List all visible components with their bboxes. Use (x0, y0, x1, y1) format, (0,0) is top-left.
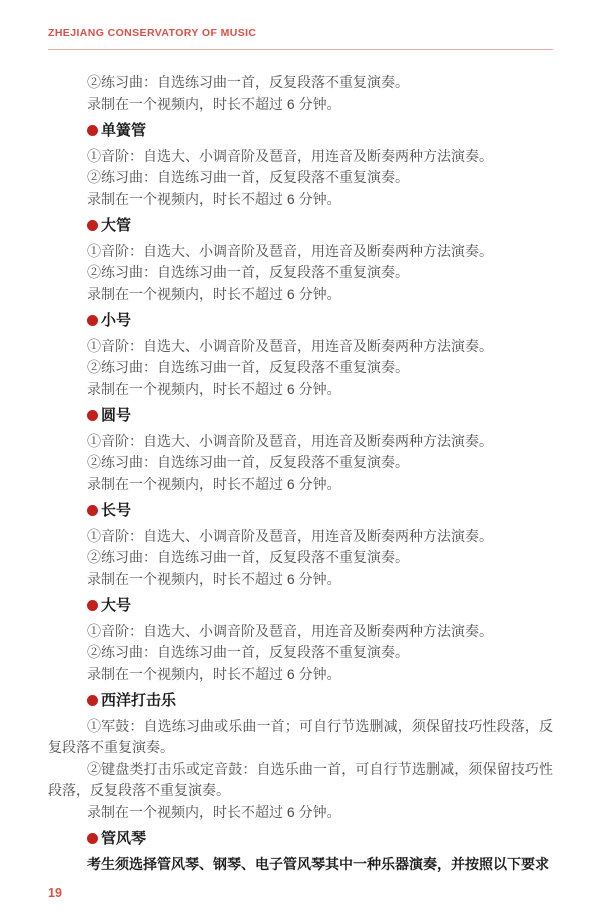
section-heading (48, 215, 553, 237)
page-number: 19 (48, 886, 62, 900)
section-bullet-icon (87, 600, 98, 611)
section-heading (48, 500, 553, 522)
section-title: 西洋打击乐 (101, 691, 177, 709)
body-paragraph: 录制在一个视频内，时长不超过 6 分钟。 (87, 665, 341, 682)
header-rule (48, 49, 553, 50)
body-paragraph: ②练习曲：自选练习曲一首，反复段落不重复演奏。 (87, 359, 409, 375)
body-paragraph: ①音阶：自选大、小调音阶及琶音，用连音及断奏两种方法演奏。 (87, 622, 493, 639)
body-paragraph: ②练习曲：自选练习曲一首，反复段落不重复演奏。 (87, 644, 409, 660)
section-bullet-icon (87, 410, 98, 421)
body-paragraph: 录制在一个视频内，时长不超过 6 分钟。 (87, 380, 341, 397)
body-paragraph: 录制在一个视频内，时长不超过 6 分钟。 (87, 570, 341, 587)
section-title: 小号 (101, 311, 132, 329)
body-paragraph: ②练习曲：自选练习曲一首，反复段落不重复演奏。 (87, 454, 409, 470)
section-heading (48, 310, 553, 332)
body-paragraph: ①音阶：自选大、小调音阶及琶音，用连音及断奏两种方法演奏。 (87, 147, 493, 164)
section-title: 管风琴 (101, 829, 147, 847)
document-body (48, 72, 553, 875)
section-heading (48, 405, 553, 427)
body-paragraph: 录制在一个视频内，时长不超过 6 分钟。 (87, 190, 341, 207)
body-paragraph: ②练习曲：自选练习曲一首，反复段落不重复演奏。 (87, 264, 409, 280)
section-bullet-icon (87, 315, 98, 326)
body-paragraph: ②练习曲：自选练习曲一首，反复段落不重复演奏。 (87, 74, 409, 90)
section-heading (48, 690, 553, 712)
body-paragraph: ②练习曲：自选练习曲一首，反复段落不重复演奏。 (87, 549, 409, 565)
body-paragraph: ①军鼓：自选练习曲或乐曲一首；可自行节选删减，须保留技巧性段落，反复段落不重复演奏。 (48, 717, 553, 755)
page-header (48, 27, 553, 58)
body-paragraph: ①音阶：自选大、小调音阶及琶音，用连音及断奏两种方法演奏。 (87, 337, 493, 354)
section-bullet-icon (87, 220, 98, 231)
section-title: 大号 (101, 596, 132, 614)
section-bullet-icon (87, 505, 98, 516)
section-heading (48, 120, 553, 142)
body-paragraph: ①音阶：自选大、小调音阶及琶音，用连音及断奏两种方法演奏。 (87, 242, 493, 259)
section-bullet-icon (87, 833, 98, 844)
body-paragraph: ②练习曲：自选练习曲一首，反复段落不重复演奏。 (87, 169, 409, 185)
section-title: 圆号 (101, 406, 132, 424)
body-paragraph: 录制在一个视频内，时长不超过 6 分钟。 (87, 95, 341, 112)
body-paragraph: 考生须选择管风琴、钢琴、电子管风琴其中一种乐器演奏，并按照以下要求 (87, 855, 549, 872)
section-title: 长号 (101, 501, 132, 519)
conservatory-title: ZHEJIANG CONSERVATORY OF MUSIC (48, 27, 257, 39)
section-title: 大管 (101, 216, 132, 234)
section-bullet-icon (87, 695, 98, 706)
section-bullet-icon (87, 125, 98, 136)
section-heading (48, 595, 553, 617)
section-title: 单簧管 (101, 121, 147, 139)
body-paragraph: 录制在一个视频内，时长不超过 6 分钟。 (87, 285, 341, 302)
section-heading (48, 828, 553, 850)
body-paragraph: ①音阶：自选大、小调音阶及琶音，用连音及断奏两种方法演奏。 (87, 527, 493, 544)
body-paragraph: ①音阶：自选大、小调音阶及琶音，用连音及断奏两种方法演奏。 (87, 432, 493, 449)
body-paragraph: ②键盘类打击乐或定音鼓：自选乐曲一首，可自行节选删减，须保留技巧性段落，反复段落不重复演奏。 (48, 760, 553, 798)
body-paragraph: 录制在一个视频内，时长不超过 6 分钟。 (87, 475, 341, 492)
body-paragraph: 录制在一个视频内，时长不超过 6 分钟。 (87, 803, 341, 820)
